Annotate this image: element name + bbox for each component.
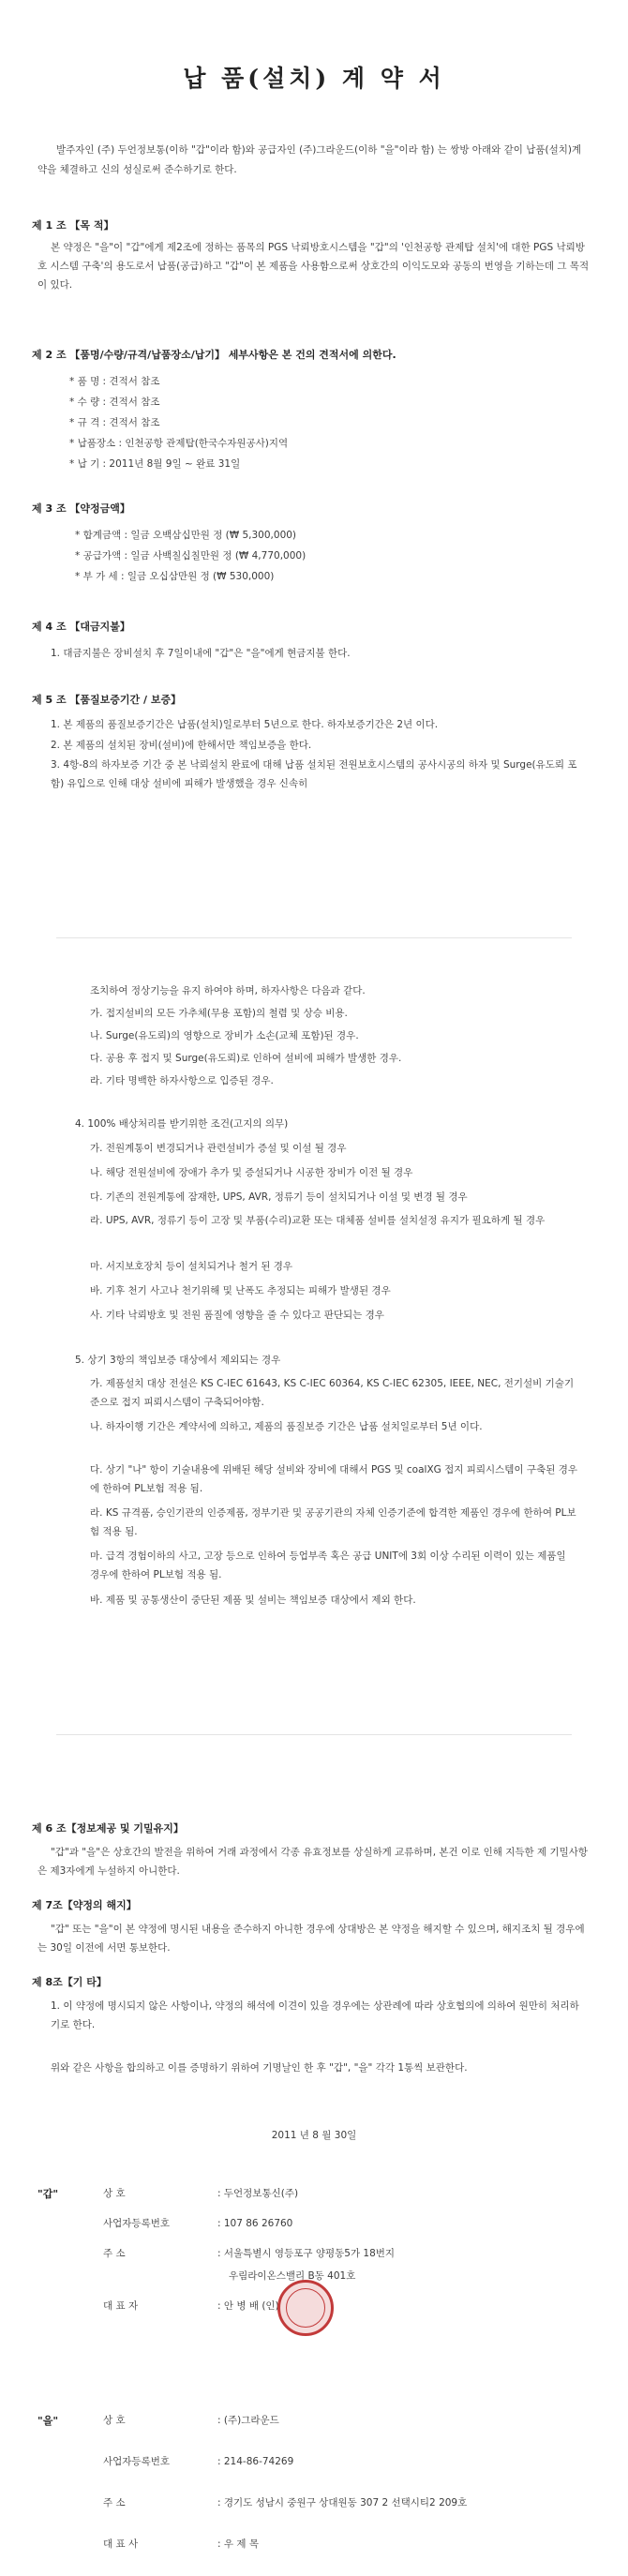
article-5-subitem: 나. 해당 전원설비에 장애가 추가 및 증설되거나 시공한 장비가 이전 될 경우 [90,1167,413,1178]
article-6-body: "갑"과 "을"은 상호간의 발전을 위하여 거래 과정에서 각종 유효정보를 상실하게 교류하며, 본건 이로 인해 지득한 제 기밀사항은 제3자에게 누설하지 아니한다. [37,1847,589,1877]
party-a-value: : 서울특별시 영등포구 양평동5가 18번지 [217,2248,396,2259]
article-6-heading: 제 6 조【정보제공 및 기밀유지】 [32,1822,184,1835]
article-3-heading: 제 3 조 【약정금액】 [32,502,130,515]
article-5-subitem: 라. KS 규격품, 승인기관의 인증제품, 정부기관 및 공공기관의 자체 인증기준에 합격한 제품인 경우에 한하여 PL보험 적용 됨. [90,1507,576,1537]
company-seal-stamp [277,2280,334,2336]
article-5-subitem: 가. 제품설치 대상 전설은 KS C-IEC 61643, KS C-IEC 60364, KS C-IEC 62305, IEEE, NEC, 전기설비 기술기준으로 접지 피뢰시스템이 구축되어야함. [90,1378,575,1408]
article-2-item: * 품 명 : 견적서 참조 [69,376,160,387]
contract-date: 2011 년 8 월 30일 [271,2130,357,2141]
party-b-value: : 경기도 성남시 중원구 상대원동 307 2 선택시티2 209호 [217,2497,468,2509]
article-5-subitem: 바. 기후 천기 사고나 천기위해 및 난폭도 추정되는 피해가 발생된 경우 [90,1285,391,1296]
article-5-item: 조치하여 정상기능을 유지 하여야 하며, 하자사항은 다음과 같다. [90,985,366,996]
page-divider [56,937,572,938]
article-5-subitem: 다. 상기 "나" 항이 기술내용에 위배된 해당 설비와 장비에 대해서 PGS 및 coalXG 접지 피뢰시스템이 구축된 경우에 한하여 PL보험 적용 됨. [90,1464,577,1494]
article-2-item: * 수 량 : 견적서 참조 [69,397,160,408]
article-7-body: "갑" 또는 "을"이 본 약정에 명시된 내용을 준수하지 아니한 경우에 상대방은 본 약정을 해지할 수 있으며, 해지조치 될 경우에는 30일 이전에 서면 통보한다. [37,1924,585,1954]
party-a-value: : 107 86 26760 [217,2218,293,2229]
article-2-item: * 납 기 : 2011년 8월 9일 ~ 완료 31일 [69,458,241,470]
article-8-item: 1. 이 약정에 명시되지 않은 사항이나, 약정의 해석에 이견이 있을 경우에는 상관례에 따라 상호협의에 의하여 원만히 처리하기로 한다. [51,2000,579,2030]
article-5-item: 3. 4항-8의 하자보증 기간 중 본 낙뢰설치 완료에 대해 납품 설치된 전원보호시스템의 공사시공의 하자 및 Surge(유도뢰 포함) 유입으로 인해 대상 설비에 피해가 발생했을 경우 신속히 [51,759,577,789]
party-b-value: : (주)그라운드 [217,2415,279,2426]
party-b-label: 주 소 [103,2497,126,2509]
party-b-label: 상 호 [103,2415,126,2426]
article-5-subitem: 다. 공용 후 접지 및 Surge(유도뢰)로 인하여 설비에 피해가 발생한 경우. [90,1053,402,1064]
party-a-value: : 두언정보통신(주) [217,2188,299,2199]
article-5-subitem: 가. 전원계통이 변경되거나 관련설비가 증설 및 이설 될 경우 [90,1143,347,1154]
party-a-value: 우림라이온스밸리 B동 401호 [229,2270,356,2282]
article-5-heading: 제 5 조 【품질보증기간 / 보증】 [32,694,182,706]
article-7-heading: 제 7조【약정의 해지】 [32,1899,137,1911]
party-b-tag: "을" [37,2415,59,2427]
article-5-subitem: 라. UPS, AVR, 정류기 등이 고장 및 부품(수리)교환 또는 대체품 설비를 설치설정 유지가 필요하게 될 경우 [90,1215,546,1226]
party-a-label: 대 표 자 [103,2300,139,2312]
article-5-subitem: 나. 하자이행 기간은 계약서에 의하고, 제품의 품질보증 기간은 납품 설치일로부터 5년 이다. [90,1421,483,1432]
article-5-subitem: 마. 급격 경험이하의 사고, 고장 등으로 인하여 등업부족 혹은 공급 UNIT에 3회 이상 수리된 이력이 있는 제품일 경우에 한하여 PL보험 적용 됨. [90,1550,566,1580]
party-b-label: 사업자등록번호 [103,2456,171,2467]
article-4-item: 1. 대금지불은 장비설치 후 7일이내에 "갑"은 "을"에게 현금지불 한다. [51,648,351,659]
party-b-value: : 214-86-74269 [217,2456,294,2467]
article-8-heading: 제 8조【기 타】 [32,1976,107,1988]
party-b-label: 대 표 사 [103,2539,139,2550]
party-a-label: 주 소 [103,2248,126,2259]
party-a-label: 사업자등록번호 [103,2218,171,2229]
page-divider [56,1734,572,1735]
article-5-item: 4. 100% 배상처리를 받기위한 조건(고지의 의무) [75,1118,289,1130]
article-3-item: * 부 가 세 : 일금 오십삼만원 정 (₩ 530,000) [75,571,275,582]
article-5-subitem: 마. 서지보호장치 등이 설치되거나 철거 된 경우 [90,1261,293,1272]
article-3-item: * 합계금액 : 일금 오백삼십만원 정 (₩ 5,300,000) [75,530,297,541]
article-5-item: 2. 본 제품의 설치된 장비(설비)에 한해서만 책임보증을 한다. [51,740,312,751]
article-4-heading: 제 4 조 【대금지불】 [32,621,130,633]
article-5-subitem: 나. Surge(유도뢰)의 영향으로 장비가 소손(교체 포함)된 경우. [90,1030,359,1041]
article-2-item: * 납품장소 : 인천공항 관제탑(한국수자원공사)지역 [69,438,289,449]
closing-paragraph: 위와 같은 사항을 합의하고 이를 증명하기 위하여 기명날인 한 후 "갑", "을" 각각 1통씩 보관한다. [51,2062,468,2074]
article-5-subitem: 다. 기존의 전원계통에 잠재한, UPS, AVR, 정류기 등이 설치되거나 이설 및 변경 될 경우 [90,1191,468,1203]
article-5-subitem: 사. 기타 낙뢰방호 및 전원 품질에 영향을 줄 수 있다고 판단되는 경우 [90,1310,384,1321]
contract-title: 납 품(설치) 계 약 서 [183,65,445,92]
party-b-value: : 우 제 목 [217,2539,259,2550]
article-2-heading: 제 2 조 【품명/수량/규격/납품장소/납기】 세부사항은 본 건의 견적서에 의한다. [32,349,396,361]
article-5-subitem: 라. 기타 명백한 하자사항으로 입증된 경우. [90,1075,274,1086]
article-5-subitem: 바. 제품 및 공통생산이 중단된 제품 및 설비는 책임보증 대상에서 제외 한다. [90,1595,416,1606]
party-a-label: 상 호 [103,2188,126,2199]
article-5-subitem: 가. 접지설비의 모든 가추체(무용 포함)의 철렴 및 상승 비용. [90,1008,348,1019]
intro-paragraph: 발주자인 (주) 두언정보통(이하 "갑"이라 함)와 공급자인 (주)그라운드(이하 "을"이라 함) 는 쌍방 아래와 같이 납품(설치)계약을 체결하고 신의 성실로써 준수하기로 한다. [37,144,582,175]
party-a-value: : 안 병 배 (인) [217,2300,279,2312]
article-3-item: * 공급가액 : 일금 사백칠십칠만원 정 (₩ 4,770,000) [75,550,307,562]
article-5-item: 1. 본 제품의 품질보증기간은 납품(설치)일로부터 5년으로 한다. 하자보증기간은 2년 이다. [51,719,439,730]
article-5-item: 5. 상기 3항의 책임보증 대상에서 제외되는 경우 [75,1355,281,1366]
article-2-item: * 규 격 : 견적서 참조 [69,417,160,428]
article-1-body: 본 약정은 "을"이 "갑"에게 제2조에 정하는 품목의 PGS 낙뢰방호시스템을 "갑"의 '인천공항 관제탑 설치'에 대한 PGS 낙뢰방호 시스템 구축'의 용도로서 납품(공급)하고 "갑"이 본 제품을 사용함으로써 상호간의 이익도모와 공동의 번영을 기하는데 그 목적이 있다. [37,242,590,291]
party-a-tag: "갑" [37,2188,59,2200]
article-1-heading: 제 1 조 【목 적】 [32,219,114,232]
